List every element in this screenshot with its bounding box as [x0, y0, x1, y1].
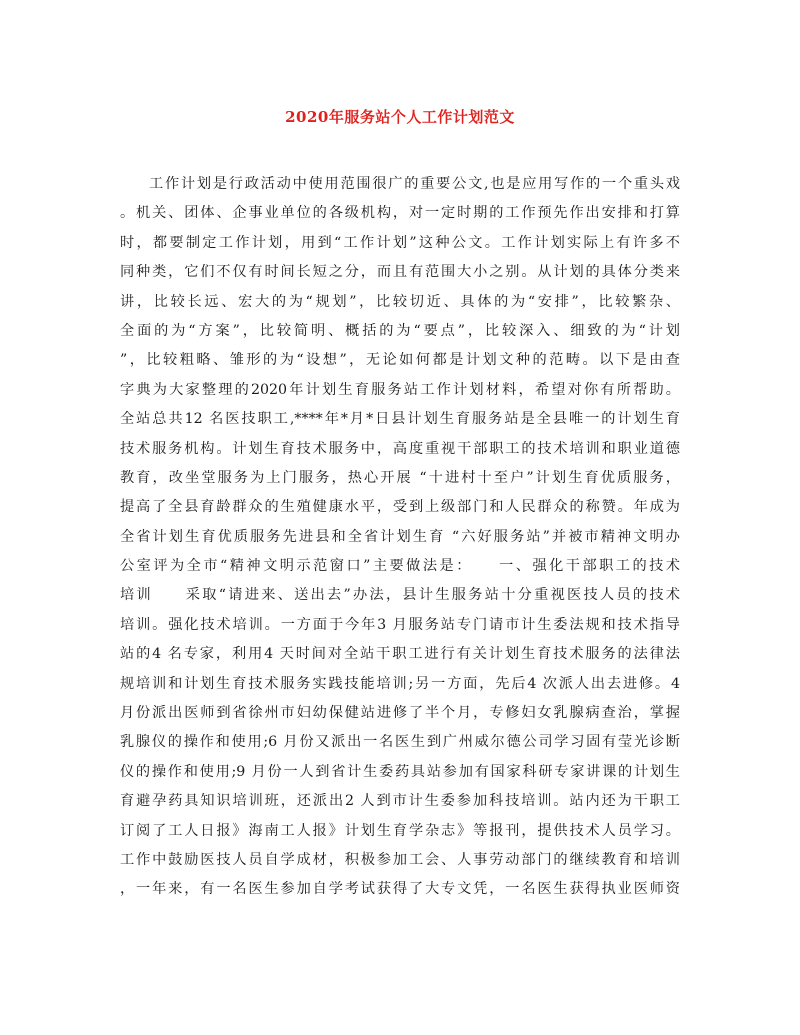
- text-line: 育避孕药具知识培训班，还派出2 人到市计生委参加科技培训。站内还为干职工: [120, 793, 680, 810]
- text-line: 提高了全县育龄群众的生殖健康水平，受到上级部门和人民群众的称赞。年成为: [120, 499, 680, 516]
- text-line: ，一年来，有一名医生参加自学考试获得了大专文凭，一名医生获得执业医师资: [120, 881, 680, 898]
- text-line: 全面的为“方案”，比较简明、概括的为“要点”，比较深入、细致的为“计划: [120, 322, 680, 339]
- text-line: 工作计划是行政活动中使用范围很广的重要公文,也是应用写作的一个重头戏: [149, 176, 680, 192]
- text-line: 字典为大家整理的2020年计划生育服务站工作计划材料，希望对你有所帮助。: [120, 381, 680, 398]
- text-line: 培训 采取“请进来、送出去”办法，县计生服务站十分重视医技人员的技术: [120, 587, 680, 604]
- text-line: 时，都要制定工作计划，用到“工作计划”这种公文。工作计划实际上有许多不: [120, 234, 680, 251]
- text-line: 。机关、团体、企事业单位的各级机构，对一定时期的工作预先作出安排和打算: [120, 205, 680, 222]
- text-line: 培训。强化技术培训。一方面于今年3 月服务站专门请市计生委法规和技术指导: [120, 616, 680, 633]
- text-line: 技术服务机构。计划生育技术服务中，高度重视干部职工的技术培训和职业道德: [120, 440, 680, 457]
- text-line: 站的4 名专家，利用4 天时间对全站干职工进行有关计划生育技术服务的法律法: [120, 646, 680, 663]
- text-line: 同种类，它们不仅有时间长短之分，而且有范围大小之别。从计划的具体分类来: [120, 264, 680, 281]
- text-line: 教育，改坐堂服务为上门服务，热心开展 “十进村十至户”计划生育优质服务，: [120, 469, 680, 486]
- text-line: 全省计划生育优质服务先进县和全省计划生育 “六好服务站”并被市精神文明办: [120, 528, 680, 545]
- text-line: 乳腺仪的操作和使用;6 月份又派出一名医生到广州威尔德公司学习固有莹光诊断: [120, 734, 680, 751]
- text-line: ”，比较粗略、雏形的为“设想”，无论如何都是计划文种的范畴。以下是由查: [120, 352, 680, 369]
- text-line: 公室评为全市“精神文明示范窗口”主要做法是： 一、强化干部职工的技术: [120, 558, 680, 575]
- text-line: 仪的操作和使用;9 月份一人到省计生委药具站参加有国家科研专家讲课的计划生: [120, 763, 680, 780]
- text-line: 订阅了工人日报》海南工人报》计划生育学杂志》等报刊，提供技术人员学习。: [120, 822, 680, 839]
- text-line: 全站总共12 名医技职工,****年*月*日县计划生育服务站是全县唯一的计划生育: [120, 411, 680, 428]
- text-line: 规培训和计划生育技术服务实践技能培训;另一方面，先后4 次派人出去进修。4: [120, 675, 680, 692]
- document-body: [120, 170, 680, 905]
- text-line: 工作中鼓励医技人员自学成材，积极参加工会、人事劳动部门的继续教育和培训: [120, 851, 680, 868]
- text-line: 月份派出医师到省徐州市妇幼保健站进修了半个月，专修妇女乳腺病查治，掌握: [120, 705, 680, 722]
- text-line: 讲，比较长远、宏大的为“规划”，比较切近、具体的为“安排”，比较繁杂、: [120, 293, 680, 310]
- document-title: 2020年服务站个人工作计划范文: [285, 108, 515, 126]
